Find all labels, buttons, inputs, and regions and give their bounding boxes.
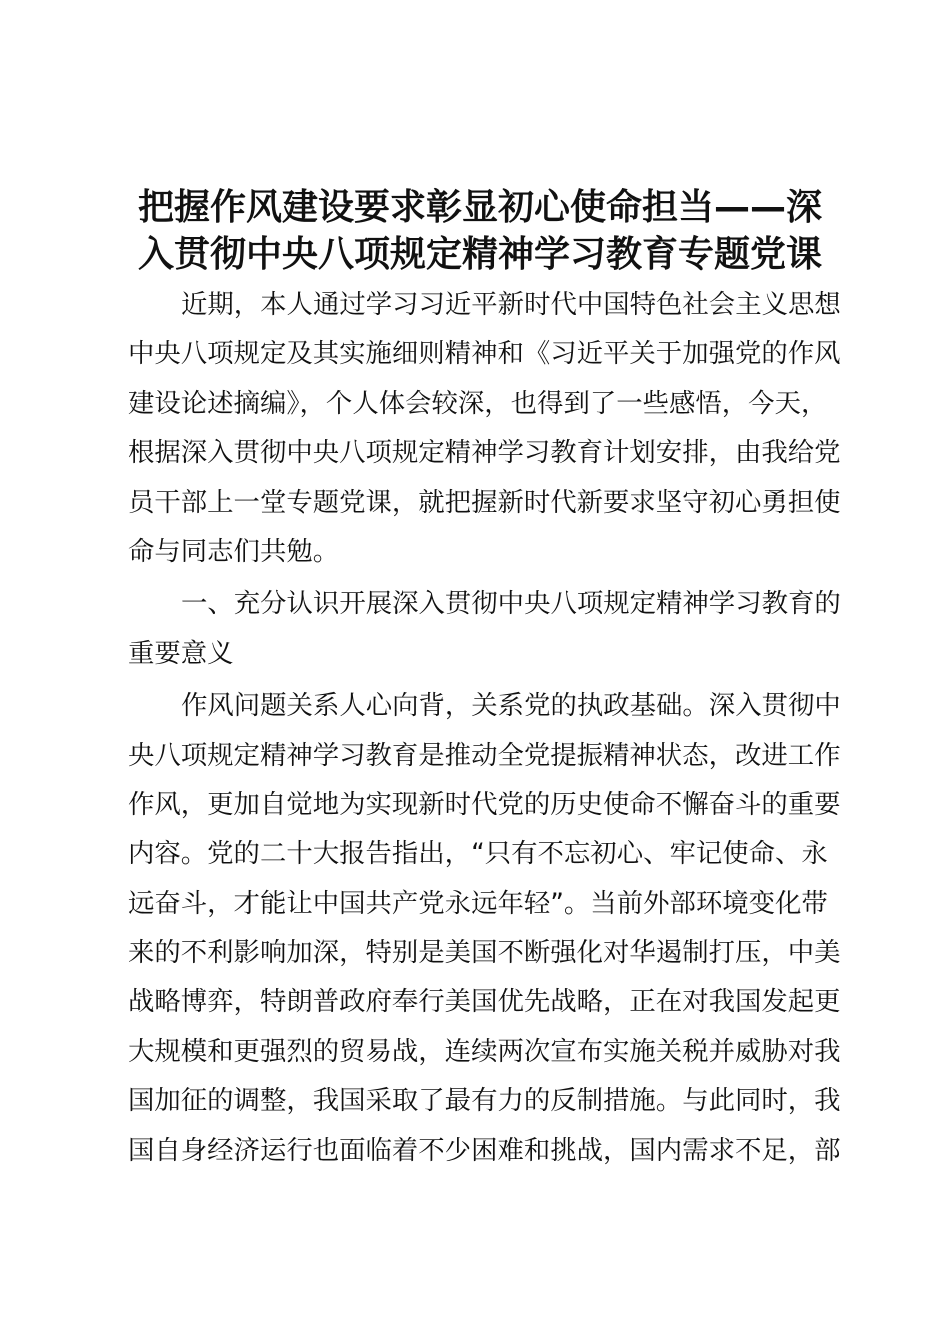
intro-line-2: 中央八项规定及其实施细则精神和《习近平关于加强党的作风 [128,338,841,370]
title-line-1: 把握作风建设要求彰显初心使命担当——深 [137,187,822,228]
body-line-6: 来的不利影响加深，特别是美国不断强化对华遏制打压，中美 [128,937,841,969]
section-heading-line-2: 重要意义 [128,637,234,669]
body-line-1: 作风问题关系人心向背，关系党的执政基础。深入贯彻中 [181,690,841,722]
body-line-4: 内容。党的二十大报告指出，“只有不忘初心、牢记使命、永 [128,838,828,870]
intro-line-1: 近期，本人通过学习习近平新时代中国特色社会主义思想 [181,289,841,320]
section-heading-paragraph [128,579,841,678]
intro-paragraph [128,280,841,576]
body-line-10: 国自身经济运行也面临着不少困难和挑战，国内需求不足，部 [128,1134,841,1166]
intro-line-3: 建设论述摘编》，个人体会较深，也得到了一些感悟，今天， [128,387,828,419]
body-line-9: 国加征的调整，我国采取了最有力的反制措施。与此同时，我 [128,1085,841,1117]
intro-line-6: 命与同志们共勉。 [128,535,340,567]
document-body [128,280,841,1175]
section-heading-line-1: 一、充分认识开展深入贯彻中央八项规定精神学习教育的 [181,588,841,620]
title-line-2: 入贯彻中央八项规定精神学习教育专题党课 [137,234,822,275]
intro-line-4: 根据深入贯彻中央八项规定精神学习教育计划安排，由我给党 [128,437,841,469]
body-line-5: 远奋斗，才能让中国共产党永远年轻”。当前外部环境变化带 [128,887,828,919]
intro-line-5: 员干部上一堂专题党课，就把握新时代新要求坚守初心勇担使 [128,486,841,518]
body-line-2: 央八项规定精神学习教育是推动全党提振精神状态，改进工作 [128,739,841,771]
document-title [128,184,832,278]
body-line-7: 战略博弈，特朗普政府奉行美国优先战略，正在对我国发起更 [128,986,841,1018]
body-line-3: 作风，更加自觉地为实现新时代党的历史使命不懈奋斗的重要 [128,788,841,820]
body-line-8: 大规模和更强烈的贸易战，连续两次宣布实施关税并威胁对我 [128,1035,841,1067]
body-paragraph [128,681,841,1175]
